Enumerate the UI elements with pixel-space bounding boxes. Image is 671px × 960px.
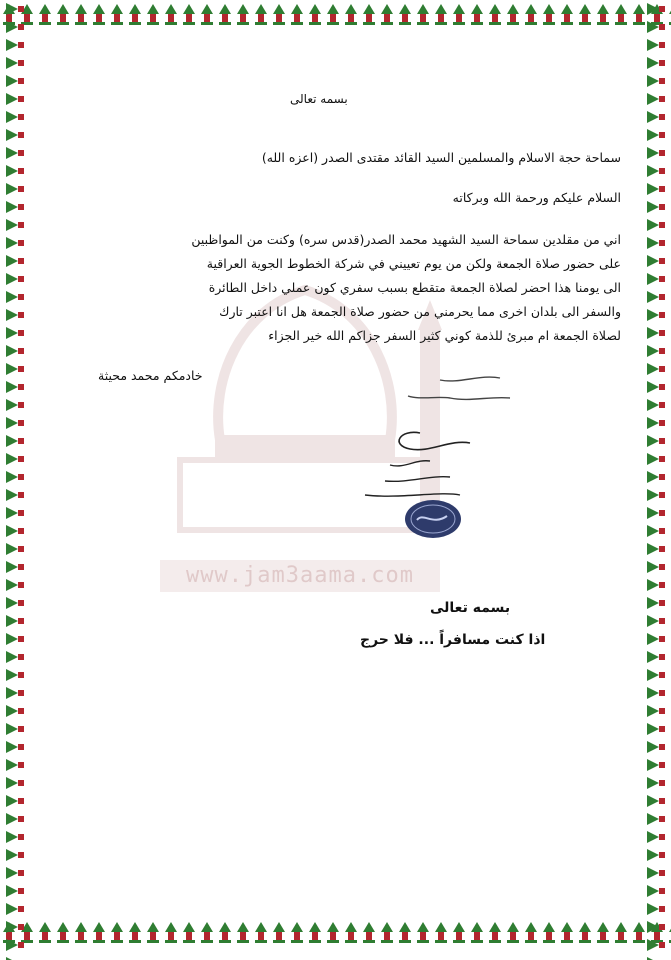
reply-basmala: بسمه تعالى bbox=[430, 600, 511, 616]
letter-body-line: والسفر الى بلدان اخرى مما يحرمني من حضور صلاة الجمعة هل انا اعتبر تارك bbox=[219, 304, 621, 319]
letter-body-line: الى يومنا هذا احضر لصلاة الجمعة متقطع بسبب سفري كون عملي داخل الطائرة bbox=[208, 280, 621, 295]
decorative-border-bottom bbox=[0, 918, 671, 948]
decorative-border-right bbox=[641, 0, 671, 960]
letter-signature: خادمكم محمد محيثة bbox=[98, 368, 203, 383]
letter-basmala: بسمه تعالى bbox=[290, 92, 348, 106]
letter-body-line: على حضور صلاة الجمعة ولكن من يوم تعييني في شركة الخطوط الجوية العراقية bbox=[206, 256, 621, 271]
letter-body-line: لصلاة الجمعة ام مبرئ للذمة كوني كثير السفر جزاكم الله خير الجزاء bbox=[268, 328, 621, 343]
decorative-border-left bbox=[0, 0, 30, 960]
letter-body-line: اني من مقلدين سماحة السيد الشهيد محمد الصدر(قدس سره) وكنت من المواظبين bbox=[191, 232, 621, 247]
watermark-url: www.jam3aama.com bbox=[160, 560, 440, 592]
handwritten-reply bbox=[400, 370, 520, 410]
reply-answer: اذا كنت مسافراً ... فلا حرج bbox=[360, 632, 546, 648]
office-stamp bbox=[403, 498, 463, 540]
letter-addressee: سماحة حجة الاسلام والمسلمين السيد القائد مقتدى الصدر (اعزه الله) bbox=[261, 150, 621, 165]
decorative-border-top bbox=[0, 0, 671, 30]
letter-greeting: السلام عليكم ورحمة الله وبركاته bbox=[452, 190, 621, 205]
